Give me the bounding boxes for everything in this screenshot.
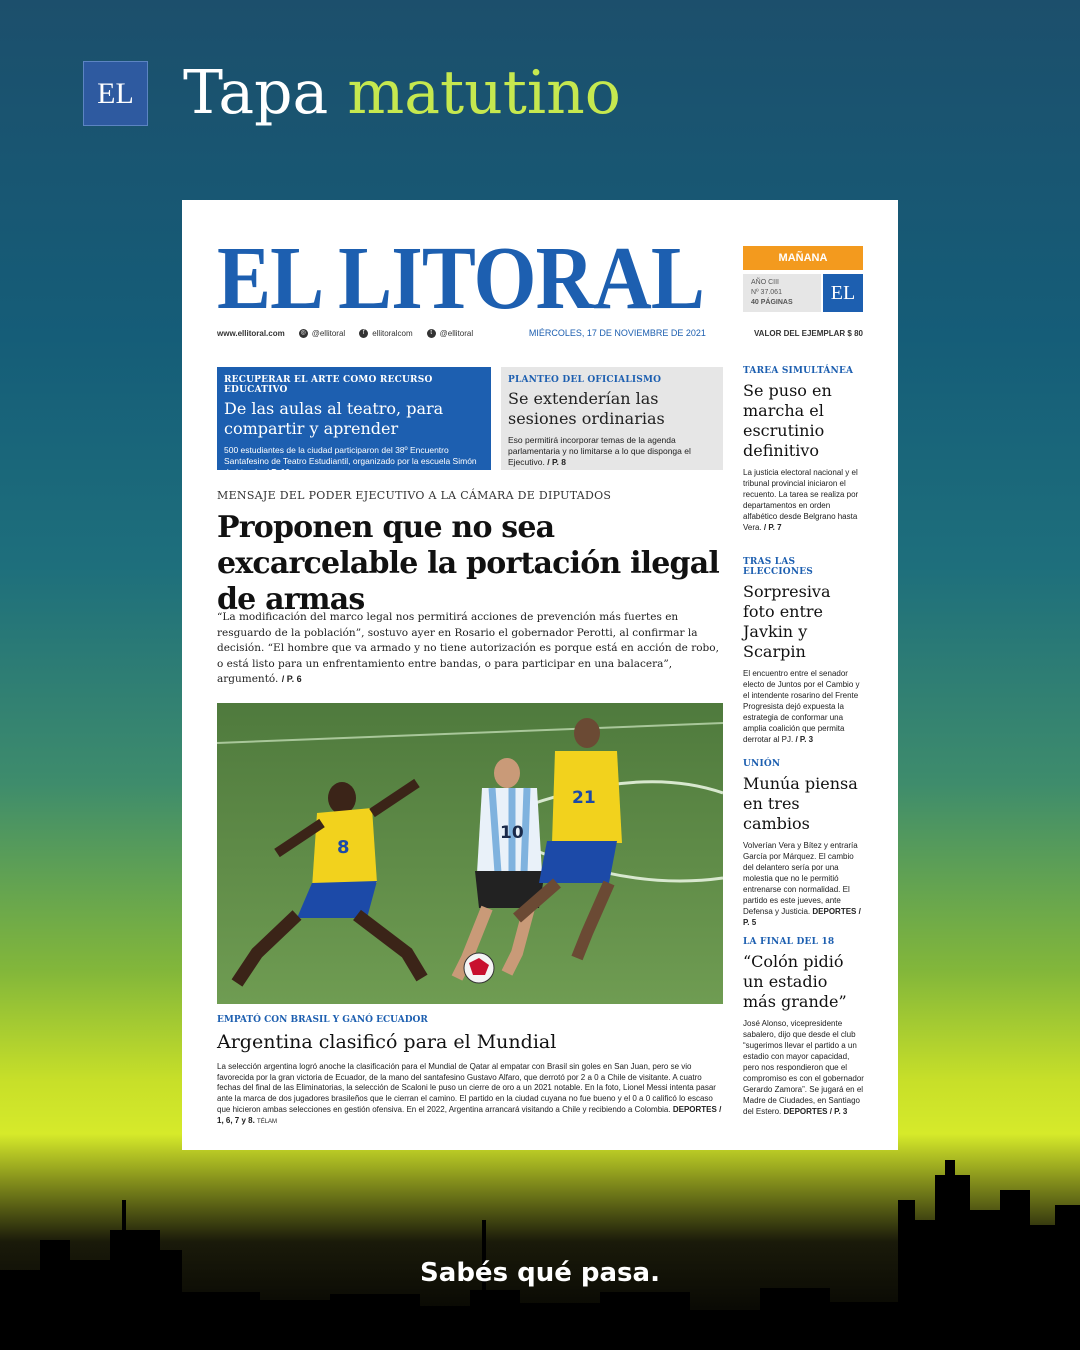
photo-headline[interactable]: Argentina clasificó para el Mundial xyxy=(217,1031,557,1053)
teaser-headline: Se extenderían las sesiones ordinarias xyxy=(508,389,665,428)
main-headline[interactable]: Proponen que no sea excarcelable la portación ilegal de armas xyxy=(217,510,719,617)
edition-badge: MAÑANA xyxy=(743,246,863,270)
social-facebook[interactable] xyxy=(359,329,412,338)
teaser-kicker: RECUPERAR EL ARTE COMO RECURSO EDUCATIVO xyxy=(224,375,433,395)
jersey-number-center: 10 xyxy=(500,823,524,843)
sidebar-headline: Sorpresiva foto entre Javkin y Scarpin xyxy=(743,582,831,661)
jersey-number-left: 8 xyxy=(337,837,350,858)
page-ref: DEPORTES / 1, 6, 7 y 8. xyxy=(217,1104,722,1125)
newspaper-cover xyxy=(182,200,898,1150)
issue-year: AÑO CIII xyxy=(751,279,780,286)
social-twitter[interactable] xyxy=(427,329,473,338)
main-kicker: MENSAJE DEL PODER EJECUTIVO A LA CÁMARA DE DIPUTADOS xyxy=(217,489,612,502)
paper-logo: EL xyxy=(823,274,863,312)
facebook-icon: f xyxy=(359,329,368,338)
teaser-sessions[interactable] xyxy=(501,367,723,470)
twitter-icon: t xyxy=(427,329,436,338)
page-ref: / P. 7 xyxy=(763,523,782,532)
sidebar-kicker: LA FINAL DEL 18 xyxy=(743,937,835,947)
teaser-text: 500 estudiantes de la ciudad participaron del 38º Encuentro Santafesino de Teatro Estudiantil, organizado por la escuela Simón de Iriondo. / P. 10 xyxy=(224,445,477,477)
sidebar-headline: “Colón pidió un estadio más grande” xyxy=(743,952,847,1011)
sidebar-kicker: TRAS LAS ELECCIONES xyxy=(743,557,814,577)
title-main: Tapa xyxy=(183,58,329,128)
main-summary: “La modificación del marco legal nos permitirá acciones de prevención más fuertes en resguardo de la población”, sostuvo ayer en Rosario el gobernador Perotti, al confirmar la decisión. “El hombre que va armado y no tiene autorización es porque está en acción de robo, o está listo para un enfrentamiento entre bandas, o para participar en una balacera”, argumentó. / P. 6 xyxy=(217,611,719,685)
title-accent: matutino xyxy=(347,58,621,128)
sidebar-text: José Alonso, vicepresidente sabalero, dijo que desde el club “sugerimos llevar el partido a un estadio con mayor capacidad, pero nos respondieron que el compromiso es con el gobernador Gerardo Zamora”. Se jugará en el Madre de Ciudades, en Santiago del Estero. DEPORTES / P. 3 xyxy=(743,1019,864,1116)
issue-price: VALOR DEL EJEMPLAR $ 80 xyxy=(753,328,863,338)
social-label: @ellitoral xyxy=(311,328,346,338)
page-ref: / P. 6 xyxy=(281,674,302,684)
page-ref: / P. 8 xyxy=(547,457,566,467)
instagram-icon: ◎ xyxy=(300,329,306,336)
sidebar-item-union[interactable] xyxy=(743,759,865,928)
issue-info xyxy=(743,274,821,312)
masthead-info-bar xyxy=(217,326,863,340)
sidebar-kicker: TAREA SIMULTÁNEA xyxy=(743,366,854,376)
teaser-kicker: PLANTEO DEL OFICIALISMO xyxy=(508,375,662,385)
sidebar-text: La justicia electoral nacional y el tribunal provincial iniciaron el recuento. La tarea se realiza por departamentos en orden alfabético desde Belgrano hasta Vera. / P. 7 xyxy=(743,468,859,532)
teaser-headline: De las aulas al teatro, para compartir y aprender xyxy=(224,399,444,438)
social-label: ellitoralcom xyxy=(372,328,413,338)
issue-number: Nº 37.061 xyxy=(751,289,782,296)
teaser-theatre[interactable] xyxy=(217,367,491,477)
edition-date: MIÉRCOLES, 17 DE NOVIEMBRE DE 2021 xyxy=(528,328,706,338)
issue-pages: 40 PÁGINAS xyxy=(751,299,793,306)
page-title xyxy=(183,54,621,132)
photo-kicker: EMPATÓ CON BRASIL Y GANÓ ECUADOR xyxy=(217,1015,428,1025)
social-instagram[interactable] xyxy=(299,329,345,338)
sidebar-headline: Munúa piensa en tres cambios xyxy=(743,774,858,833)
social-label: @ellitoral xyxy=(439,328,474,338)
football-photo xyxy=(217,703,723,1004)
sidebar-item-colon[interactable] xyxy=(743,937,865,1117)
page-ref: / P. 3 xyxy=(795,735,814,744)
sidebar-headline: Se puso en marcha el escrutinio definitivo xyxy=(743,381,832,460)
photo-caption: La selección argentina logró anoche la clasificación para el Mundial de Qatar al empatar con Brasil sin goles en San Juan, pero se vio favorecida por la gran victoria de Ecuador, de la mano del santafesino Gustavo Alfaro, que derrotó por 2 a 0 a Chile de visitante. A cuatro fechas del final de las Eliminatorias, la selección de Scaloni le puso un cierre de oro a un 2021 notable. En la foto, Lionel Messi intenta pasar ante la marca de dos jugadores brasileños que le cierran el camino. El partido en la ciudad cuyana no fue bueno y el 0 a 0 calificó lo escaso que hicieron ambas selecciones en gestión ofensiva. En el 2022, Argentina arrancará visitando a Chile y recibiendo a Colombia. DEPORTES / 1, 6, 7 y 8. TÉLAM xyxy=(217,1062,722,1125)
sidebar-kicker: UNIÓN xyxy=(743,759,781,769)
website-link[interactable]: www.ellitoral.com xyxy=(217,328,285,338)
masthead: EL LITORAL xyxy=(217,229,704,328)
jersey-number-right: 21 xyxy=(572,788,596,808)
page-ref: / P. 10 xyxy=(266,467,291,477)
sidebar-item-escrutinio[interactable] xyxy=(743,366,865,533)
slogan: Sabés qué pasa. xyxy=(420,1258,660,1288)
sidebar-text: Volverían Vera y Bítez y entraría García por Márquez. El cambio del delantero sería por una molestia que no le permitió entrenarse con normalidad. El partido es este jueves, ante Defensa y Justicia. DEPORTES / P. 5 xyxy=(743,841,861,927)
page-ref: DEPORTES / P. 5 xyxy=(743,907,861,927)
teaser-text: Eso permitirá incorporar temas de la agenda parlamentaria y no limitarse a lo que disponga el Ejecutivo. / P. 8 xyxy=(508,435,691,467)
page-ref: DEPORTES / P. 3 xyxy=(783,1107,848,1116)
sidebar-item-javkin[interactable] xyxy=(743,557,865,745)
photo-credit: TÉLAM xyxy=(257,1118,278,1125)
sidebar-text: El encuentro entre el senador electo de Juntos por el Cambio y el intendente rosarino del Frente Progresista dejó expuesta la estrategia de conformar una amplia coalición que permita derrotar al PJ. / P. 3 xyxy=(743,669,860,744)
brand-logo: EL xyxy=(83,61,148,126)
